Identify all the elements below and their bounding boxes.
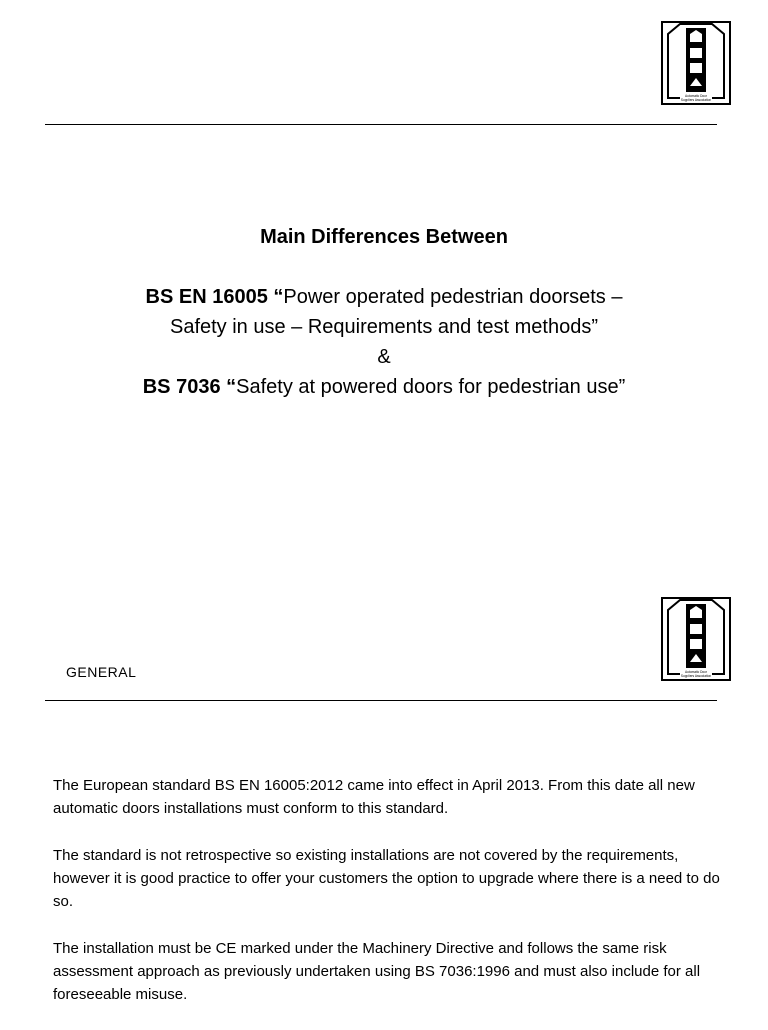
adsa-logo — [660, 594, 732, 682]
standard2-title: Safety at powered doors for pedestrian use” — [236, 376, 626, 398]
section-label: GENERAL — [66, 664, 137, 680]
header-rule — [45, 124, 717, 125]
adsa-logo — [660, 18, 732, 106]
title-block — [40, 222, 728, 402]
standard1-title-line1: Power operated pedestrian doorsets – — [283, 286, 623, 308]
logo-caption-1: Automatic Door — [685, 94, 707, 98]
logo-caption-1: Automatic Door — [685, 670, 707, 674]
header-rule — [45, 700, 717, 701]
logo-caption-2: Suppliers Association — [680, 98, 712, 102]
standard1-title-line2: Safety in use – Requirements and test methods” — [169, 316, 598, 338]
ampersand: & — [377, 346, 391, 368]
logo-caption-2: Suppliers Association — [680, 674, 712, 678]
paragraph: The European standard BS EN 16005:2012 came into effect in April 2013. From this date all new automatic doors installations must conform to this standard. — [53, 777, 695, 817]
general-slide — [0, 576, 768, 1024]
body-text — [53, 774, 733, 1030]
standard2-line — [40, 372, 728, 402]
adsa-logo-icon — [660, 594, 732, 682]
standard1-line1 — [40, 282, 728, 312]
page-title: Main Differences Between — [260, 226, 508, 248]
standard1-code: BS EN 16005 “ — [145, 286, 284, 308]
paragraph: The standard is not retrospective so existing installations are not covered by the requirements, however it is good practice to offer your customers the option to upgrade where there is a need to do so. — [53, 847, 720, 910]
adsa-logo-icon — [660, 18, 732, 106]
standard2-code: BS 7036 “ — [142, 376, 237, 398]
paragraph: The installation must be CE marked under the Machinery Directive and follows the same risk assessment approach as previously undertaken using BS 7036:1996 and must also include for all foreseeable misuse. — [53, 940, 701, 1003]
